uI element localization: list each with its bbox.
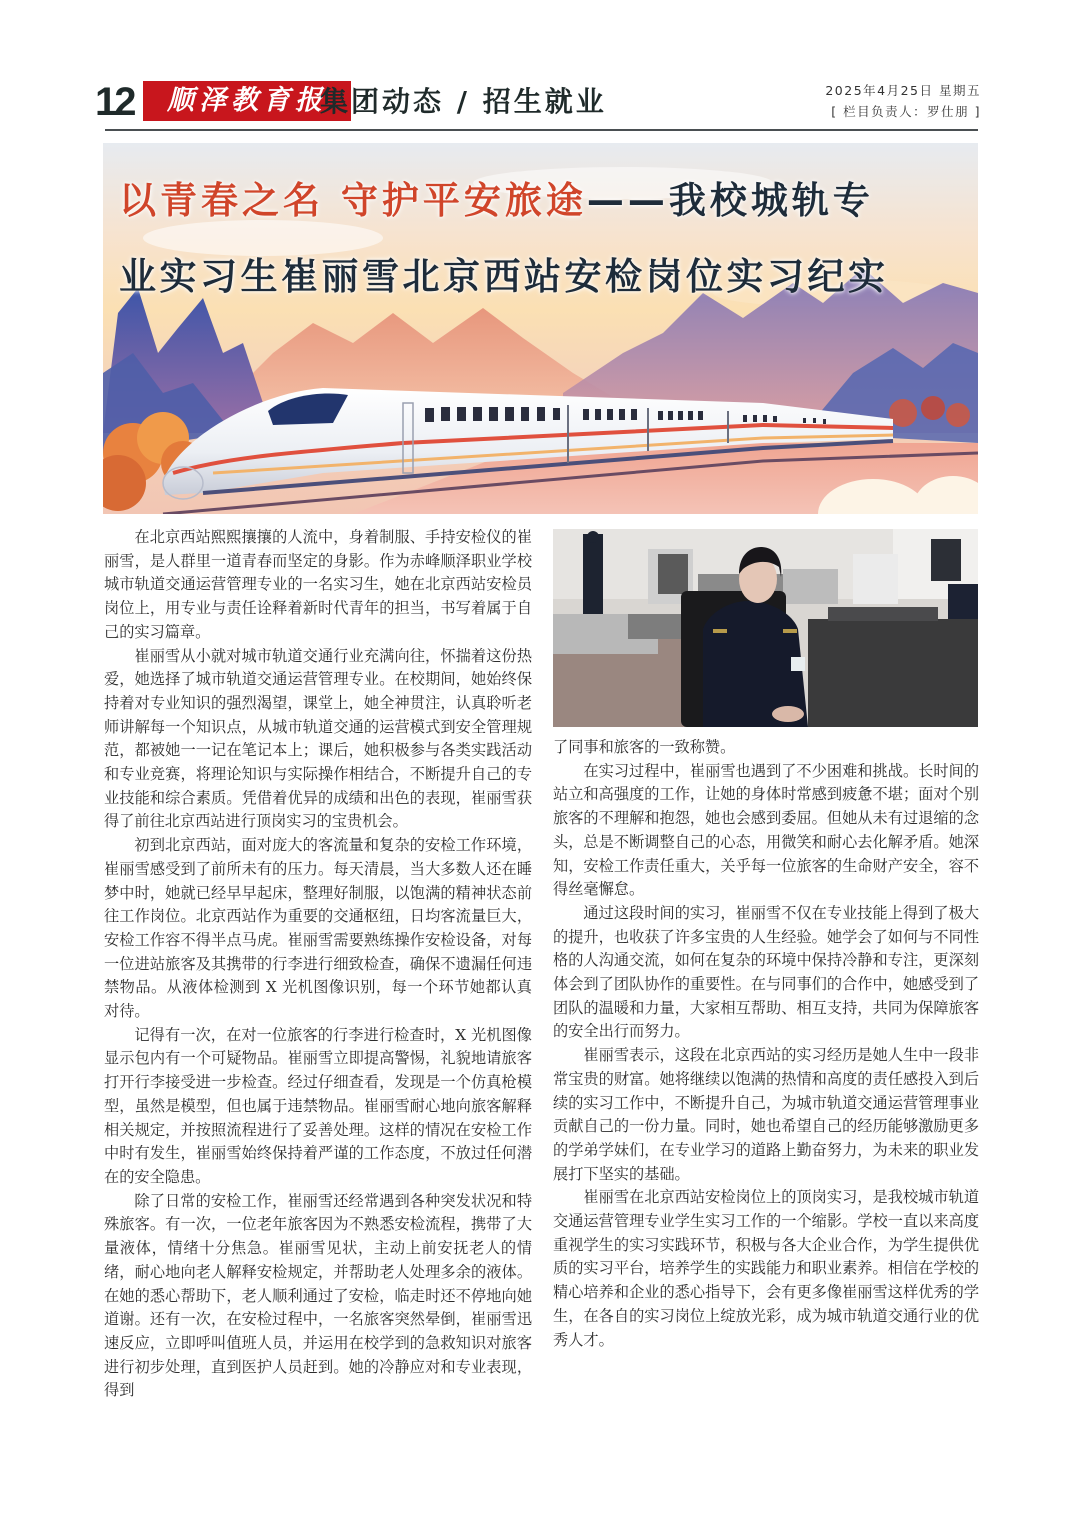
page-number: 12 <box>95 80 134 124</box>
headline-line-2: 业实习生崔丽雪北京西站安检岗位实习纪实 <box>119 255 889 298</box>
article-paragraph: 崔丽雪表示，这段在北京西站的实习经历是她人生中一段非常宝贵的财富。她将继续以饱满的热情和高度的责任感投入到后续的实习工作中，不断提升自己，为城市轨道交通运营管理事业贡献自己的一份力量。同时，她也希望自己的经历能够激励更多的学弟学妹们，在专业学习的道路上勤奋努力，为未来的职业发展打下坚实的基础。 <box>553 1046 979 1183</box>
issue-date: 2025年4月25日 星期五 <box>825 83 981 98</box>
article-paragraph: 崔丽雪在北京西站安检岗位上的顶岗实习，是我校城市轨道交通运营管理专业学生实习工作的一个缩影。学校一直以来高度重视学生的实习实践环节，积极与各大企业合作，为学生提供优质的实习平台，培养学生的实践能力和职业素养。相信在学校的精心培养和企业的悉心指导下，会有更多像崔丽雪这样优秀的学生，在各自的实习岗位上绽放光彩，成为城市轨道交通行业的优秀人才。 <box>553 1188 979 1349</box>
article-paragraph: 在实习过程中，崔丽雪也遇到了不少困难和挑战。长时间的站立和高强度的工作，让她的身体时常感到疲惫不堪；面对个别旅客的不理解和抱怨，她也会感到委屈。但她从未有过退缩的念头，总是不断调整自己的心态，用微笑和耐心去化解矛盾。她深知，安检工作责任重大，关乎每一位旅客的生命财产安全，容不得丝毫懈怠。 <box>553 761 979 899</box>
article-paragraph: 记得有一次，在对一位旅客的行李进行检查时，X 光机图像显示包内有一个可疑物品。崔丽雪立即提高警惕，礼貌地请旅客打开行李接受进一步检查。经过仔细查看，发现是一个仿真枪模型，虽然是模型，但也属于违禁物品。崔丽雪耐心地向旅客解释相关规定，并按照流程进行了妥善处理。这样的情况在安检工作中时有发生，崔丽雪始终保持着严谨的工作态度，不放过任何潜在的安全隐患。 <box>104 1025 532 1186</box>
section-title: 集团动态 / 招生就业 <box>320 85 607 118</box>
article-paragraph: 崔丽雪从小就对城市轨道交通行业充满向往，怀揣着这份热爱，她选择了城市轨道交通运营管理专业。在校期间，她始终保持着对专业知识的强烈渴望，课堂上，她全神贯注，认真聆听老师讲解每一个知识点，从城市轨道交通的运营模式到安全管理规范，都被她一一记在笔记本上；课后，她积极参与各类实践活动和专业竞赛，将理论知识与实际操作相结合，不断提升自己的专业技能和综合素质。凭借着优异的成绩和出色的表现，崔丽雪获得了前往北京西站进行顶岗实习的宝贵机会。 <box>104 646 532 831</box>
article-right-column <box>553 736 979 1352</box>
article-paragraph-continued: 了同事和旅客的一致称赞。 <box>553 738 736 756</box>
article-left-column <box>104 526 532 1403</box>
masthead <box>95 78 983 126</box>
headline-red-part: 以青春之名 守护平安旅途 <box>119 179 587 222</box>
newspaper-name-logo: 顺泽教育报 <box>143 81 351 121</box>
headline-dark-part: ——我校城轨专 <box>586 179 874 222</box>
headline-line-1 <box>119 170 874 224</box>
article-paragraph: 在北京西站熙熙攘攘的人流中，身着制服、手持安检仪的崔丽雪，是人群里一道青春而坚定的身影。作为赤峰顺泽职业学校城市轨道交通运营管理专业的一名实习生，她在北京西站安检员岗位上，用专业与责任诠释着新时代青年的担当，书写着属于自己的实习篇章。 <box>104 528 532 641</box>
section-editor: [ 栏目负责人：罗仕朋 ] <box>831 104 981 119</box>
inspector-photo <box>553 529 978 727</box>
article-paragraph: 初到北京西站，面对庞大的客流量和复杂的安检工作环境，崔丽雪感受到了前所未有的压力。每天清晨，当大多数人还在睡梦中时，她就已经早早起床，整理好制服，以饱满的精神状态前往工作岗位。北京西站作为重要的交通枢纽，日均客流量巨大，安检工作容不得半点马虎。崔丽雪需要熟练操作安检设备，对每一位进站旅客及其携带的行李进行细致检查，确保不遗漏任何违禁物品。从液体检测到 X 光机图像识别，每一个环节她都认真对待。 <box>104 836 532 1021</box>
headline-banner <box>103 143 978 514</box>
article-paragraph: 除了日常的安检工作，崔丽雪还经常遇到各种突发状况和特殊旅客。有一次，一位老年旅客因为不熟悉安检流程，携带了大量液体，情绪十分焦急。崔丽雪见状，主动上前安抚老人的情绪，耐心地向老人解释安检规定，并帮助老人处理多余的液体。在她的悉心帮助下，老人顺利通过了安检，临走时还不停地向她道谢。还有一次，在安检过程中，一名旅客突然晕倒，崔丽雪迅速反应，立即呼叫值班人员，并运用在校学到的急救知识对旅客进行初步处理，直到医护人员赶到。她的冷静应对和专业表现，得到 <box>104 1191 532 1400</box>
photo-security-checkpoint <box>553 529 978 727</box>
article-paragraph: 通过这段时间的实习，崔丽雪不仅在专业技能上得到了极大的提升，也收获了许多宝贵的人生经验。她学会了如何与不同性格的人沟通交流，如何在复杂的环境中保持冷静和专注，更深刻体会到了团队协作的重要性。在与同事们的合作中，她感受到了团队的温暖和力量，大家相互帮助、相互支持，共同为保障旅客的安全出行而努力。 <box>553 903 979 1041</box>
masthead-divider <box>105 129 978 131</box>
